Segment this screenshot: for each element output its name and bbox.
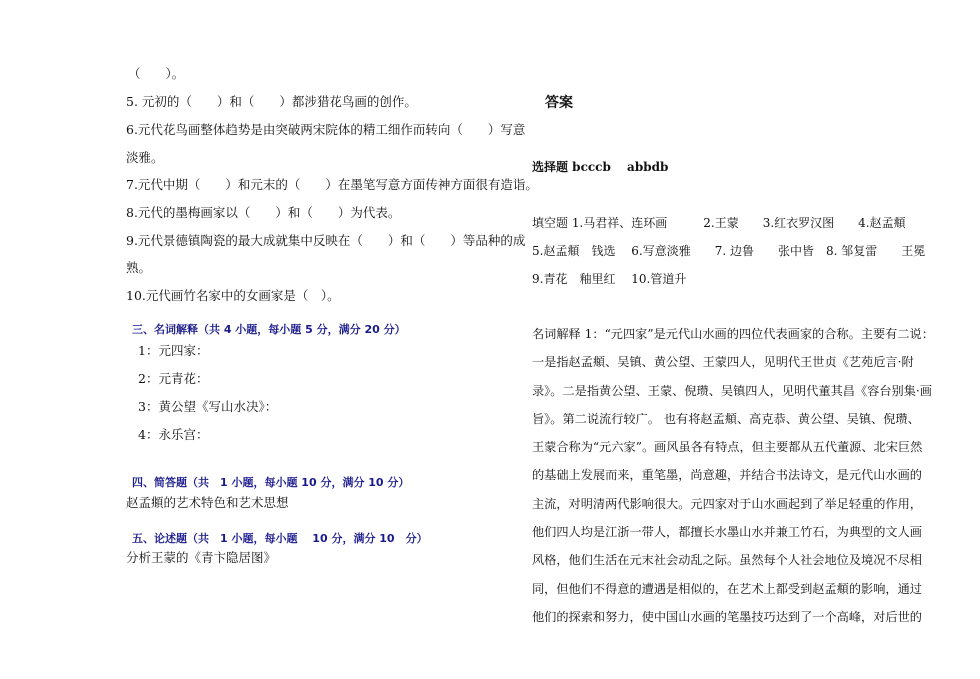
fill-answer-line: 填空题 1.马君祥、连环画 2.王蒙 3.红衣罗汉图 4.赵孟頫 [532, 216, 906, 230]
term-item: 2：元青花： [138, 371, 209, 386]
question-line: （ ）。 [128, 66, 185, 81]
explanation-paragraph [532, 320, 934, 631]
explanation-line: 主流，对明清两代影响很大。元四家对于山水画起到了举足轻重的作用， [532, 496, 922, 511]
explanation-line: 风格，他们生活在元末社会动乱之际。虽然每个人社会地位及境况不尽相 [532, 553, 922, 568]
explanation-line: 旨》。第二说流行较广。 也有将赵孟頫、高克恭、黄公望、吴镇、倪瓒、 [532, 411, 920, 426]
explanation-line: 一是指赵孟頫、吴镇、黄公望、王蒙四人，见明代王世贞《艺苑卮言·附 [532, 355, 914, 370]
choice-answers: 选择题 bcccb abbdb [532, 160, 669, 174]
question-line: 6.元代花鸟画整体趋势是由突破两宋院体的精工细作而转向（ ）写意 [126, 122, 526, 137]
question-line: 熟。 [126, 260, 152, 275]
explanation-line: 他们的探索和努力，使中国山水画的笔墨技巧达到了一个高峰，对后世的 [532, 609, 922, 624]
explanation-line: 同，但他们不得意的遭遇是相似的，在艺术上都受到赵孟頫的影响，通过 [532, 581, 922, 596]
question-line: 9.元代景德镇陶瓷的最大成就集中反映在（ ）和（ ）等品种的成 [126, 233, 526, 248]
term-item: 4：永乐宫： [138, 427, 209, 442]
explanation-line: 录》。二是指黄公望、王蒙、倪瓒、吴镇四人，见明代董其昌《容台别集·画 [532, 383, 932, 398]
question-line: 10.元代画竹名家中的女画家是（ ）。 [126, 288, 340, 303]
explanation-line: 的基础上发展而来，重笔墨，尚意趣，并结合书法诗文，是元代山水画的 [532, 468, 922, 483]
answer-title: 答案 [545, 95, 573, 111]
question-text: 分析王蒙的《青卞隐居图》 [126, 550, 277, 565]
explanation-line: 名词解释 1：“元四家”是元代山水画的四位代表画家的合称。主要有二说： [532, 327, 934, 341]
section-title: 三、名词解释（共 4 小题，每小题 5 分，满分 20 分） [132, 323, 406, 336]
question-line: 5. 元初的（ ）和（ ）都涉猎花鸟画的创作。 [126, 94, 417, 109]
question-line: 淡雅。 [126, 150, 164, 165]
explanation-line: 他们四人均是江浙一带人，都擅长水墨山水并兼工竹石，为典型的文人画 [532, 525, 922, 540]
question-line: 7.元代中期（ ）和元末的（ ）在墨笔写意方面传神方面很有造诣。 [126, 177, 538, 192]
question-line: 8.元代的墨梅画家以（ ）和（ ）为代表。 [126, 205, 401, 220]
term-item: 3：黄公望《写山水决》： [138, 399, 278, 414]
question-text: 赵孟頫的艺术特色和艺术思想 [126, 495, 289, 510]
term-item: 1：元四家： [138, 343, 209, 358]
fill-answer-line: 5.赵孟頫 钱选 6.写意淡雅 7. 边鲁 张中皆 8. 邹复雷 王冕 [532, 244, 926, 258]
explanation-line: 王蒙合称为“元六家”。画风虽各有特点，但主要都从五代董源、北宋巨然 [532, 440, 923, 455]
section-title: 五、论述题（共 1 小题，每小题 10 分，满分 10 分） [132, 532, 428, 545]
fill-answer-line: 9.青花 釉里红 10.管道升 [532, 272, 687, 286]
section-title: 四、简答题（共 1 小题，每小题 10 分，满分 10 分） [132, 476, 410, 489]
